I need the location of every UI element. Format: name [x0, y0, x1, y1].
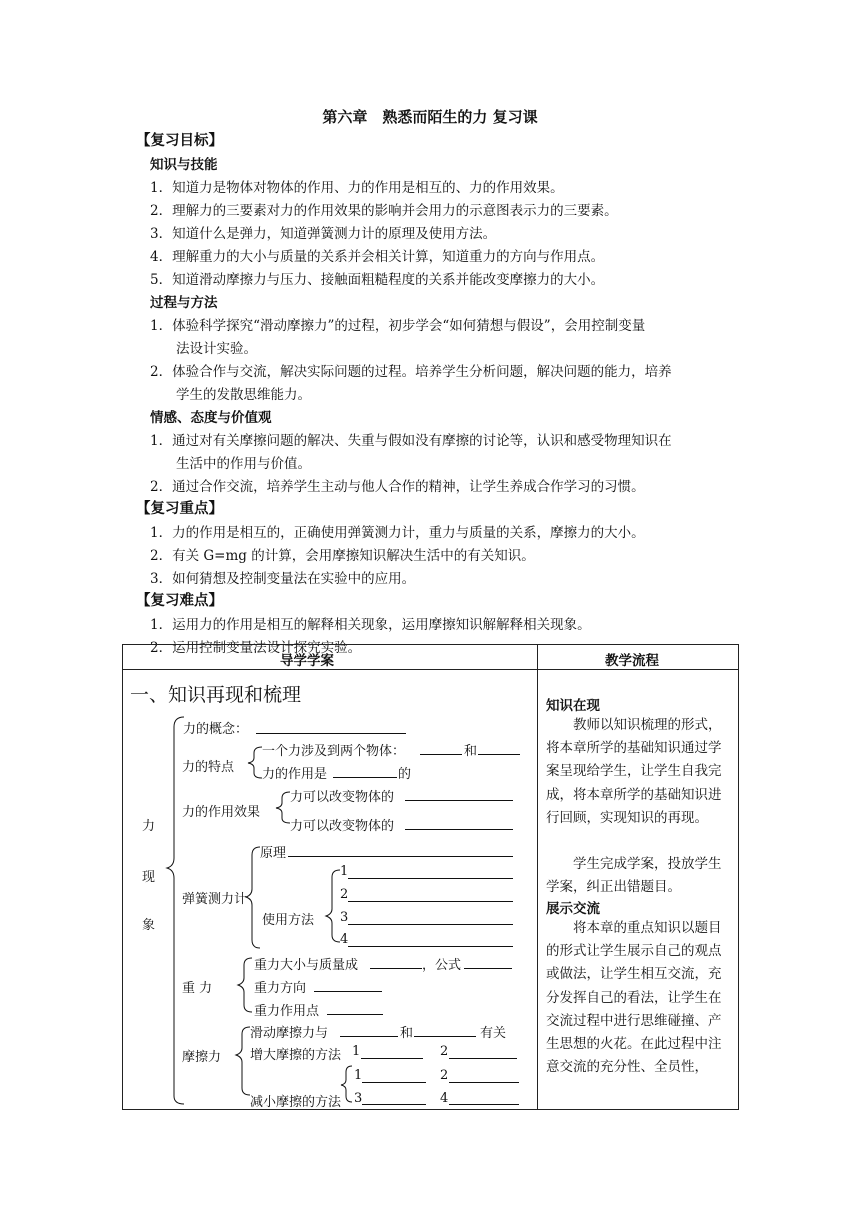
features-line1: 一个力涉及到两个物体：: [262, 744, 406, 759]
usage-number: 1: [340, 864, 349, 879]
difficult-point-item: 2．运用控制变量法设计探究实验。: [150, 640, 362, 656]
blank-line[interactable]: [405, 800, 513, 801]
blank-line[interactable]: [340, 1036, 398, 1037]
key-point-item: 2．有关 G=mg 的计算，会用摩擦知识解决生活中的有关知识。: [150, 548, 535, 564]
blank-line[interactable]: [314, 991, 382, 992]
attitude-heading: 情感、态度与价值观: [150, 410, 272, 426]
knowledge-item: 5．知道滑动摩擦力与压力、接触面粗糙程度的关系并能改变摩擦力的大小。: [150, 272, 605, 288]
increase-n1: 1: [352, 1044, 361, 1059]
effects-label: 力的作用效果: [182, 805, 261, 820]
blank-line[interactable]: [362, 1082, 426, 1083]
key-points-heading: 【复习重点】: [136, 501, 223, 517]
features-and: 和: [464, 744, 478, 759]
flow-heading-knowledge: 知识在现: [546, 698, 600, 714]
blank-line[interactable]: [449, 1082, 519, 1083]
key-point-item: 3．如何猜想及控制变量法在实验中的应用。: [150, 571, 416, 587]
attitude-item-cont: 生活中的作用与价值。: [176, 456, 311, 472]
blank-line[interactable]: [464, 968, 512, 969]
section-title: 一、知识再现和梳理: [130, 684, 302, 706]
features-line2-end: 的: [398, 767, 412, 782]
blank-line[interactable]: [478, 754, 520, 755]
table-header-guide: 导学学案: [280, 653, 334, 669]
decrease-friction: 减小摩擦的方法: [250, 1095, 342, 1110]
goals-heading: 【复习目标】: [136, 133, 223, 149]
blank-line[interactable]: [370, 968, 422, 969]
usage-number: 3: [340, 910, 349, 925]
spring-scale-label: 弹簧测力计: [182, 892, 248, 907]
process-item-cont: 学生的发散思维能力。: [176, 387, 311, 403]
key-point-item: 1．力的作用是相互的，正确使用弹簧测力计，重力与质量的关系，摩擦力的大小。: [150, 525, 645, 541]
blank-line[interactable]: [449, 1104, 519, 1105]
gravity-line1: 重力大小与质量成: [254, 958, 359, 973]
usage-number: 2: [340, 887, 349, 902]
friction-and: 和: [400, 1026, 414, 1041]
decrease-n1: 1: [354, 1068, 363, 1083]
flow-paragraph: 学生完成学案，投放学生学案，纠正出错题目。: [546, 856, 722, 896]
blank-line[interactable]: [348, 901, 513, 902]
concept-label: 力的概念：: [183, 722, 249, 737]
decrease-n4: 4: [440, 1091, 449, 1106]
difficult-point-item: 1．运用力的作用是相互的解释相关现象，运用摩擦知识解解释相关现象。: [150, 617, 591, 633]
flow-heading-exchange: 展示交流: [546, 901, 600, 917]
friction-label: 摩擦力: [182, 1050, 222, 1065]
gravity-formula: ，公式: [422, 958, 462, 973]
spring-usage: 使用方法: [262, 913, 315, 928]
features-label: 力的特点: [182, 760, 235, 775]
blank-line[interactable]: [449, 1058, 517, 1059]
process-item: 1．体验科学探究“滑动摩擦力”的过程，初步学会“如何猜想与假设”，会用控制变量: [150, 318, 646, 334]
root-label-char: 力: [142, 819, 156, 834]
increase-friction: 增大摩擦的方法: [250, 1048, 342, 1063]
usage-number: 4: [340, 932, 349, 947]
table-header-flow: 教学流程: [605, 653, 659, 669]
blank-line[interactable]: [420, 754, 462, 755]
process-item: 2．体验合作与交流，解决实际问题的过程。培养学生分析问题，解决问题的能力，培养: [150, 364, 672, 380]
blank-line[interactable]: [405, 829, 513, 830]
decrease-n2: 2: [440, 1068, 449, 1083]
process-heading: 过程与方法: [150, 295, 218, 311]
decrease-n3: 3: [354, 1091, 363, 1106]
attitude-item: 2．通过合作交流，培养学生主动与他人合作的精神，让学生养成合作学习的习惯。: [150, 479, 645, 495]
effects-line1: 力可以改变物体的: [290, 790, 395, 805]
spring-principle: 原理: [260, 846, 287, 861]
difficult-points-heading: 【复习难点】: [136, 593, 223, 609]
knowledge-item: 3．知道什么是弹力，知道弹簧测力计的原理及使用方法。: [150, 226, 497, 242]
flow-paragraph: 将本章的重点知识以题目的形式让学生展示自己的观点或做法，让学生相互交流，充分发挥自己的看法，让学生在交流过程中进行思维碰撞、产生思想的火花。在此过程中注意交流的充分性、全员性，: [546, 920, 722, 1076]
knowledge-heading: 知识与技能: [150, 157, 218, 173]
gravity-line2: 重力方向: [254, 981, 307, 996]
root-label-char: 现: [142, 870, 156, 885]
root-label-char: 象: [142, 918, 156, 933]
blank-line[interactable]: [348, 924, 513, 925]
increase-n2: 2: [440, 1044, 449, 1059]
page-title: 第六章 熟悉而陌生的力 复习课: [322, 108, 538, 126]
features-line2: 力的作用是: [262, 767, 328, 782]
knowledge-item: 1．知道力是物体对物体的作用、力的作用是相互的、力的作用效果。: [150, 180, 564, 196]
blank-line[interactable]: [414, 1036, 476, 1037]
gravity-line3: 重力作用点: [254, 1004, 320, 1019]
blank-line[interactable]: [348, 878, 513, 879]
gravity-label: 重 力: [182, 981, 213, 996]
blank-line[interactable]: [288, 856, 513, 857]
attitude-item: 1．通过对有关摩擦问题的解决、失重与假如没有摩擦的讨论等，认识和感受物理知识在: [150, 433, 672, 449]
process-item-cont: 法设计实验。: [176, 341, 257, 357]
flow-paragraph: 教师以知识梳理的形式，将本章所学的基础知识通过学案呈现给学生，让学生自我完成，将本章所学的基础知识进行回顾，实现知识的再现。: [546, 717, 722, 826]
blank-line[interactable]: [348, 946, 513, 947]
knowledge-item: 2．理解力的三要素对力的作用效果的影响并会用力的示意图表示力的三要素。: [150, 203, 618, 219]
friction-line1: 滑动摩擦力与: [250, 1026, 329, 1041]
blank-line[interactable]: [362, 1104, 426, 1105]
blank-line[interactable]: [361, 1058, 423, 1059]
blank-line[interactable]: [333, 777, 397, 778]
effects-line2: 力可以改变物体的: [290, 819, 395, 834]
blank-line[interactable]: [327, 1014, 383, 1015]
knowledge-item: 4．理解重力的大小与质量的关系并会相关计算，知道重力的方向与作用点。: [150, 249, 605, 265]
friction-related: 有关: [480, 1026, 507, 1041]
blank-line[interactable]: [256, 733, 406, 734]
